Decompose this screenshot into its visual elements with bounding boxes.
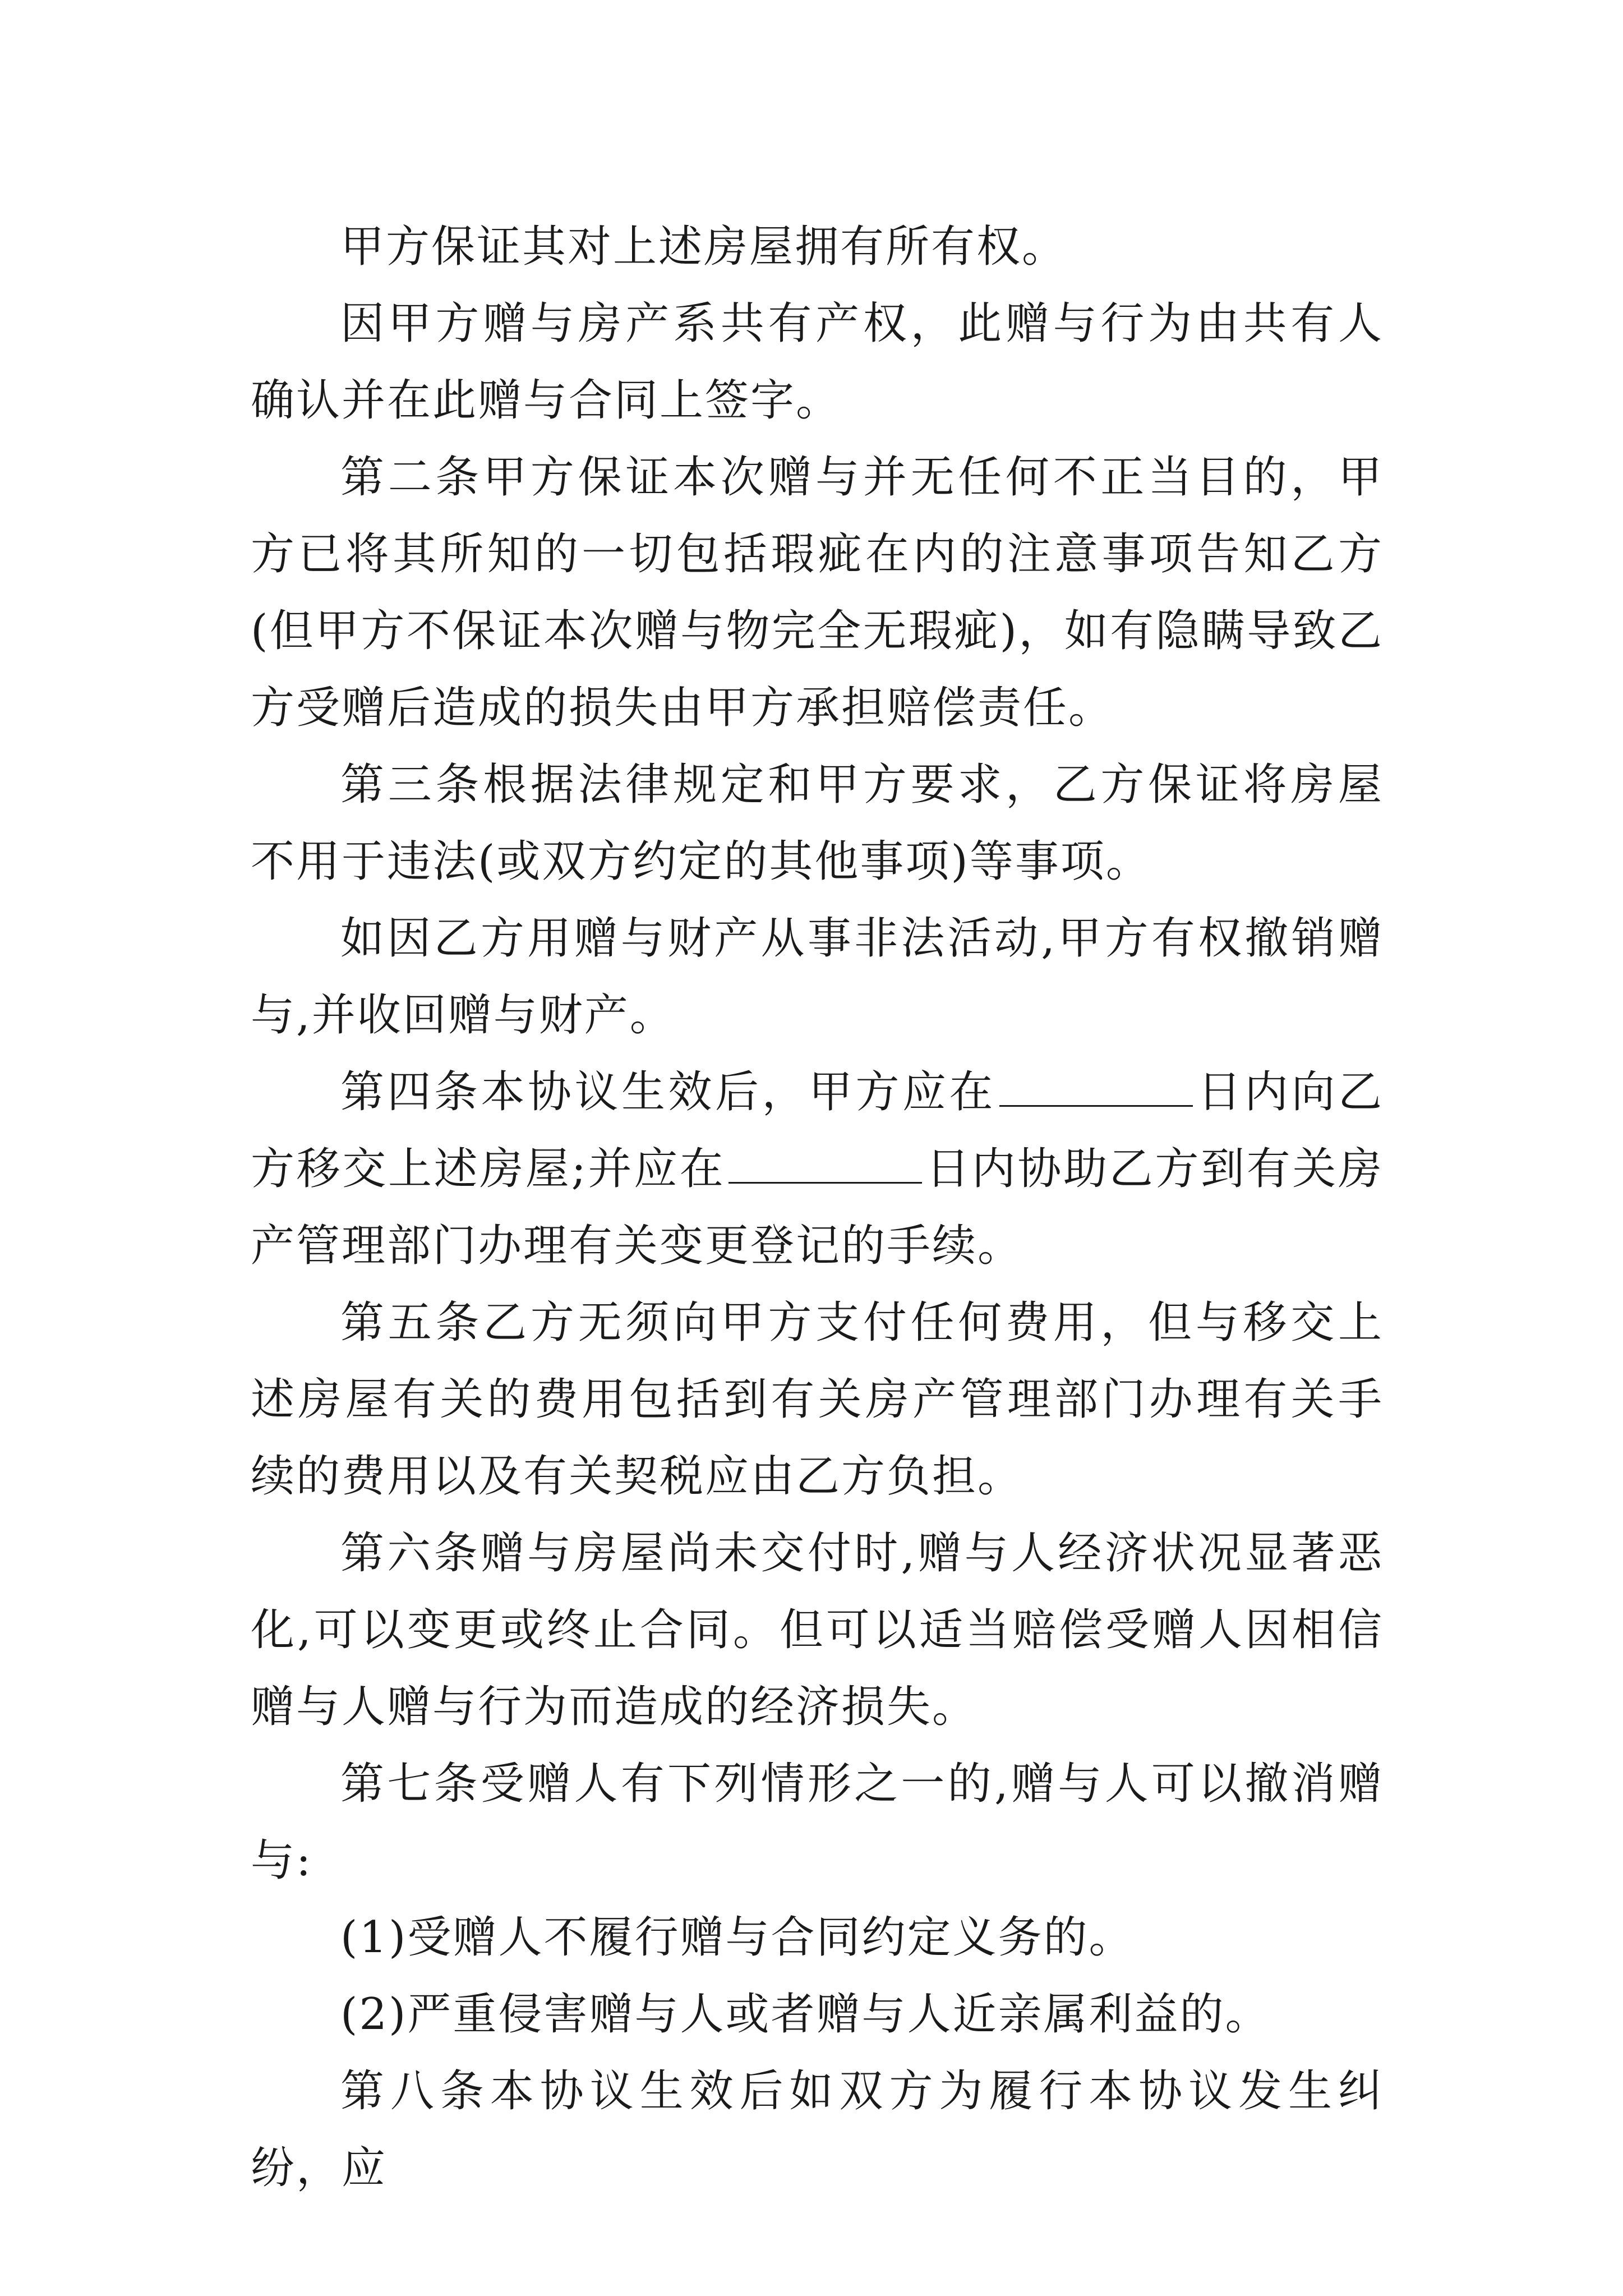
article-4-text-2: 日内向乙方移交上述房屋;并应在 xyxy=(251,1067,1384,1194)
paragraph-article-2: 第二条甲方保证本次赠与并无任何不正当目的，甲方已将其所知的一切包括瑕疵在内的注意事项告知乙方(但甲方不保证本次赠与物完全无瑕疵)，如有隐瞒导致乙方受赠后造成的损失由甲方承担赔偿责任。 xyxy=(251,452,1384,733)
paragraph-article-3: 第三条根据法律规定和甲方要求，乙方保证将房屋不用于违法(或双方约定的其他事项)等事项。 xyxy=(251,760,1384,887)
list-item-2: (2)严重侵害赠与人或者赠与人近亲属利益的。 xyxy=(340,1989,1271,2040)
paragraph-co-ownership: 因甲方赠与房产系共有产权，此赠与行为由共有人确认并在此赠与合同上签字。 xyxy=(251,298,1384,426)
paragraph-ownership: 甲方保证其对上述房屋拥有所有权。 xyxy=(340,222,1068,272)
article-4-text-3: 日内协助乙方到有关房产管理部门办理有关变更登记的手续。 xyxy=(251,1144,1384,1271)
blank-days-registration xyxy=(728,1148,922,1184)
blank-days-handover xyxy=(999,1071,1193,1107)
document-body xyxy=(251,209,1384,2207)
paragraph-article-5: 第五条乙方无须向甲方支付任何费用，但与移交上述房屋有关的费用包括到有关房产管理部门办理有关手续的费用以及有关契税应由乙方负担。 xyxy=(251,1297,1384,1502)
paragraph-article-6: 第六条赠与房屋尚未交付时,赠与人经济状况显著恶化,可以变更或终止合同。但可以适当赔偿受赠人因相信赠与人赠与行为而造成的经济损失。 xyxy=(251,1528,1384,1732)
article-4-text-1: 第四条本协议生效后，甲方应在 xyxy=(340,1067,996,1117)
paragraph-article-7: 第七条受赠人有下列情形之一的,赠与人可以撤消赠与: xyxy=(251,1759,1384,1886)
paragraph-article-8: 第八条本协议生效后如双方为履行本协议发生纠纷，应 xyxy=(251,2066,1384,2193)
paragraph-article-4 xyxy=(251,1054,1384,1285)
list-item-1: (1)受赠人不履行赠与合同约定义务的。 xyxy=(340,1912,1135,1963)
paragraph-revocation: 如因乙方用赠与财产从事非法活动,甲方有权撤销赠与,并收回赠与财产。 xyxy=(251,913,1384,1041)
